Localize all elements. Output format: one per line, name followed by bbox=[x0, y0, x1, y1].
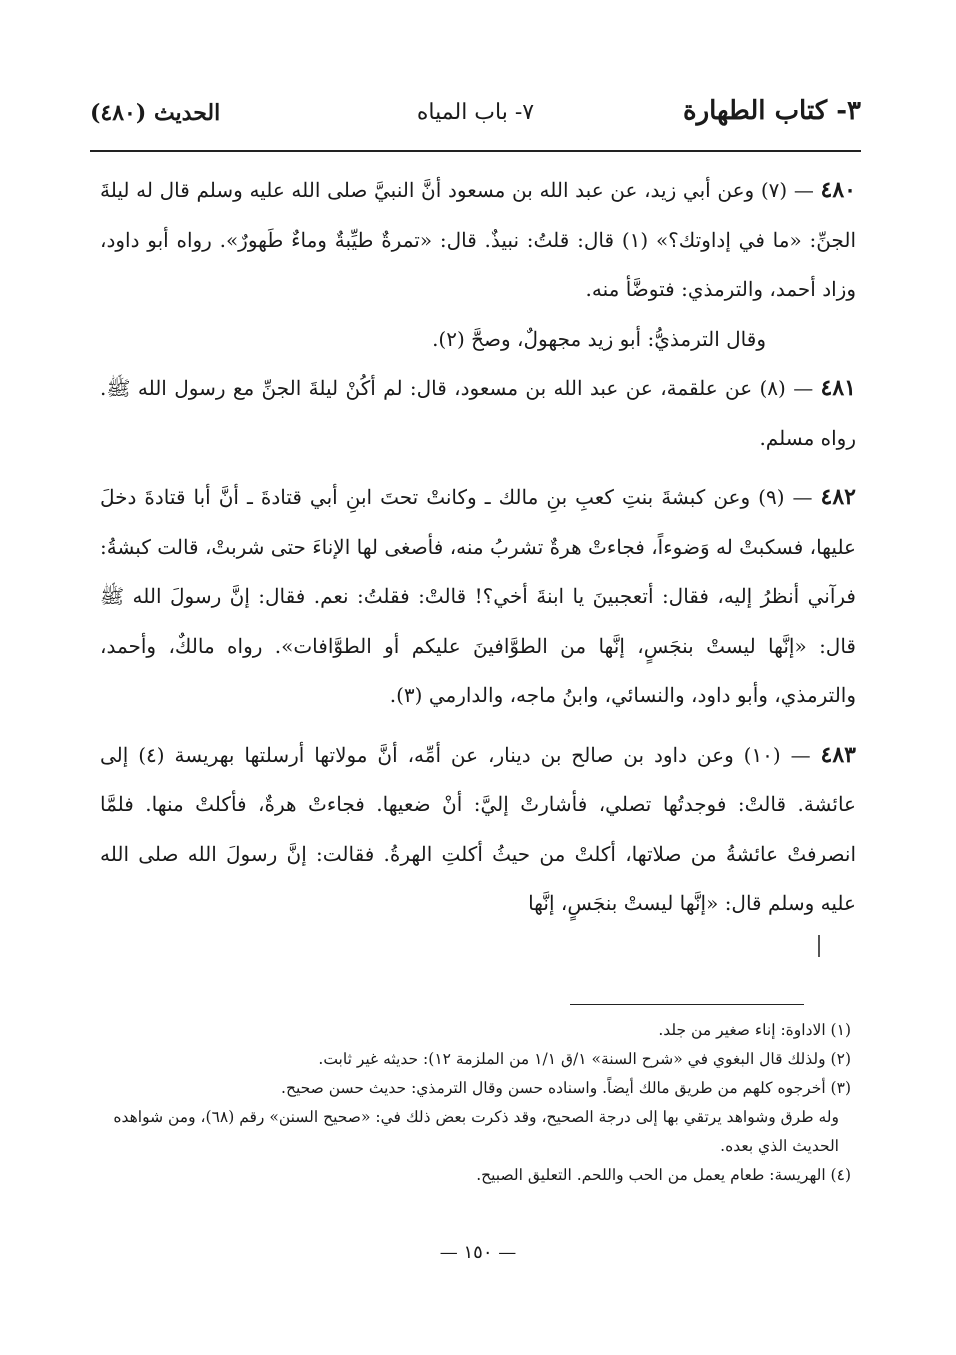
page-header bbox=[90, 96, 861, 146]
hadith-body: — (٩) وعن كبشةَ بنتِ كعبِ بنِ مالك ـ وكانتْ تحتَ ابنِ أبي قتادةَ ـ أنَّ أبا قتادةَ دخلَ عليها، فسكبتْ له وَضوءاً، فجاءتْ هرةٌ تشربُ منه، فأصغى لها الإناءَ حتى شربتْ، قالت كبشةُ: فرآني أنظرُ إليه، فقال: أتعجبينَ يا ابنةَ أخي؟! قالتْ: فقلتُ: نعم. فقال: إنَّ رسولَ الله ﷺ قال: «إنَّها ليستْ بنجَسٍ، إنَّها من الطوَّافينَ عليكم أو الطوَّافات». رواه مالكٌ، وأحمد، والترمذي، وأبو داود، والنسائي، وابنُ ماجه، والدارمي (٣). bbox=[100, 485, 856, 707]
margin-mark bbox=[818, 935, 820, 957]
footnotes bbox=[105, 1016, 851, 1190]
hadith-reference: الحديث (٤٨٠) bbox=[90, 100, 221, 126]
hadith-482 bbox=[100, 473, 856, 721]
footnote-3-continued: وله طرق وشواهد يرتقي بها إلى درجة الصحيح، وقد ذكرت بعض ذلك في: «صحيح السنن» رقم (٦٨)، ومن شواهده الحديث الذي بعده. bbox=[113, 1108, 839, 1155]
hadith-body: — (١٠) وعن داود بن صالح بن دينار، عن أمِّه، أنَّ مولاتها أرسلتها بهريسة (٤) إلى عائشة. قالتْ: فوجدتُها تصلي، فأشارتْ إليَّ: أنْ ضعيها. فجاءتْ هرةٌ، فأكلتْ منها. فلمَّا انصرفتْ عائشةُ من صلاتها، أكلتْ من حيثُ أكلتِ الهرةُ. فقالت: إنَّ رسولَ الله صلى الله عليه وسلم قال: «إنَّها ليستْ بنجَسٍ، إنَّها bbox=[100, 742, 856, 915]
page-number: — ١٥٠ — bbox=[439, 1242, 517, 1263]
hadith-number: ٤٨٢ bbox=[820, 484, 856, 510]
footnote-rule bbox=[570, 1004, 804, 1005]
hadith-number: ٤٨٠ bbox=[820, 177, 856, 203]
hadith-body: — (٨) عن علقمة، عن عبد الله بن مسعود، قال: لم أكُنْ ليلةَ الجنِّ مع رسول الله ﷺ. رواه مسلم. bbox=[100, 376, 856, 450]
footnote-3: (٣) أخرجوه كلهم من طريق مالك أيضاً. واسناده حسن وقال الترمذي: حديث حسن صحيح. bbox=[281, 1079, 851, 1097]
footnote-2: (٢) ولذلك قال البغوي في «شرح السنة» ١/ق ١/١ من الملزمة ١٢): حديثه غير ثابت. bbox=[318, 1050, 851, 1068]
chapter-title: ٣- كتاب الطهارة bbox=[682, 96, 861, 126]
tirmidhi-note: وقال الترمذيُّ: أبو زيد مجهولٌ، وصحَّ (٢). bbox=[432, 326, 766, 351]
hadith-number: ٤٨١ bbox=[820, 375, 856, 401]
footnote-4: (٤) الهريسة: طعام يعمل من الحب واللحم. التعليق الصبيح. bbox=[476, 1166, 851, 1184]
hadith-480 bbox=[100, 166, 856, 315]
hadith-481 bbox=[100, 364, 856, 463]
hadith-483 bbox=[100, 731, 856, 929]
main-text bbox=[100, 166, 856, 929]
footnote-1: (١) الاداوة: إناء صغير من جلد. bbox=[658, 1021, 851, 1039]
hadith-number: ٤٨٣ bbox=[820, 741, 856, 768]
section-title: ٧- باب المياه bbox=[416, 100, 535, 125]
header-rule bbox=[90, 150, 861, 152]
hadith-body: — (٧) وعن أبي زيد، عن عبد الله بن مسعود أنَّ النبيَّ صلى الله عليه وسلم قال له ليلةَ الجنِّ: «ما في إداوتك؟» (١) قال: قلتُ: نبيذٌ. قال: «تمرةٌ طيِّبةٌ وماءٌ طَهورٌ». رواه أبو داود، وزاد أحمد، والترمذي: فتوضَّأ منه. bbox=[100, 178, 856, 301]
